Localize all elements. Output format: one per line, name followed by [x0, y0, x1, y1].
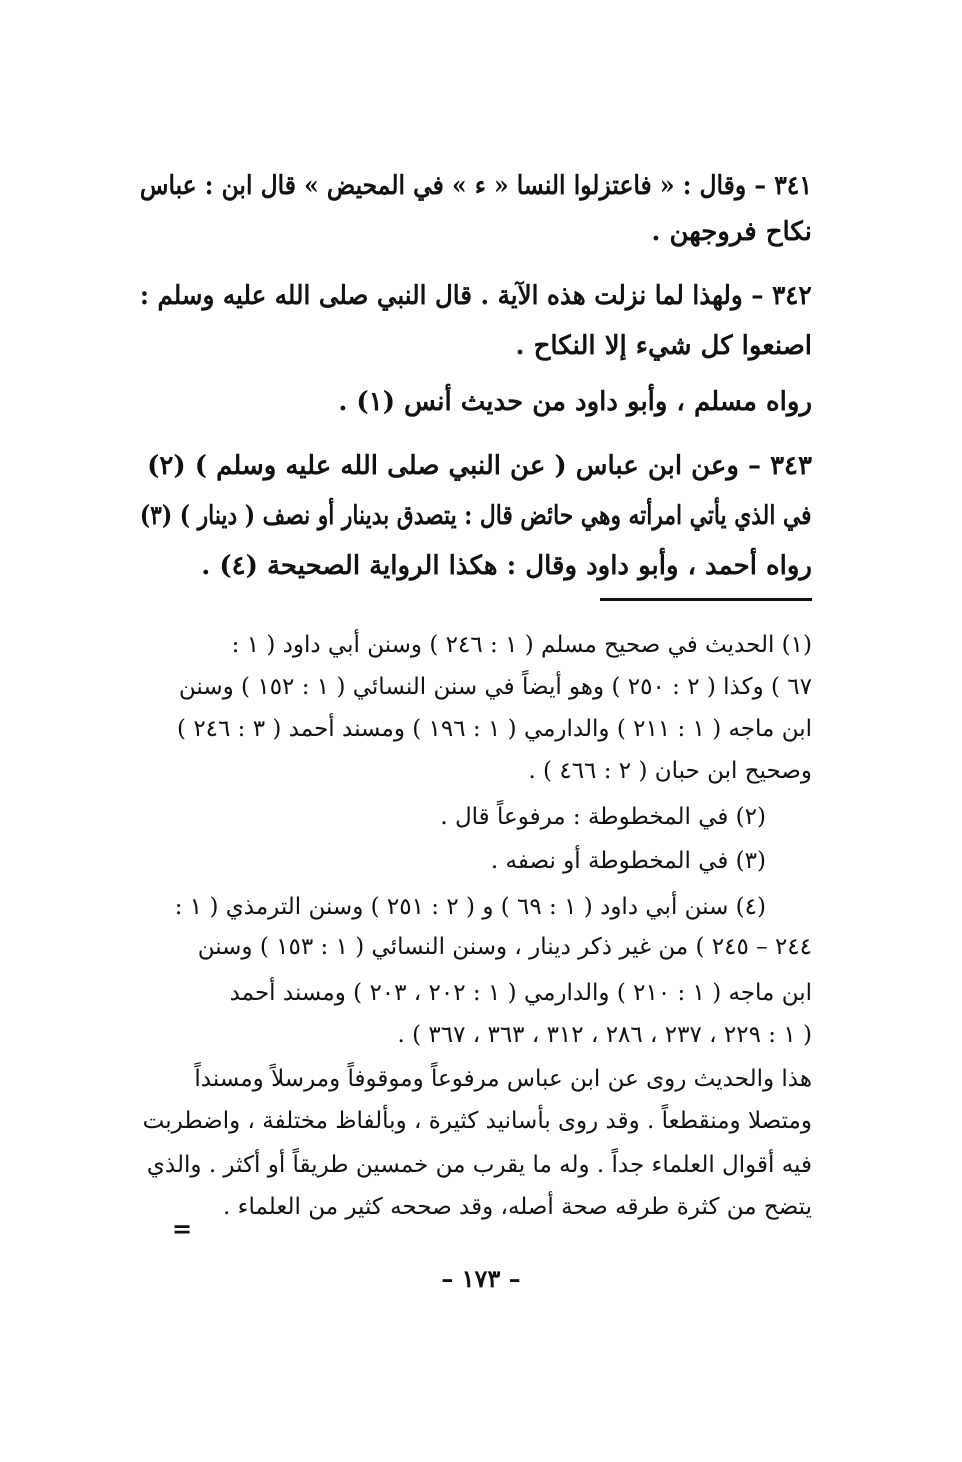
footnote-1-line-2: ٦٧ ) وكذا ( ٢ : ٢٥٠ ) وهو أيضاً في سنن النسائي ( ١ : ١٥٢ ) وسنن: [178, 674, 812, 700]
footnote-3: (٣) في المخطوطة أو نصفه .: [490, 848, 766, 874]
footnote-4-line-1: (٤) سنن أبي داود ( ١ : ٦٩ ) و ( ٢ : ٢٥١ ) وسنن الترمذي ( ١ :: [174, 894, 766, 920]
hadith-342-line-1: ٣٤٢ – ولهذا لما نزلت هذه الآية . قال النبي صلى الله عليه وسلم :: [140, 281, 812, 311]
footnote-1-line-3: ابن ماجه ( ١ : ٢١١ ) والدارمي ( ١ : ١٩٦ ) ومسند أحمد ( ٣ : ٢٤٦ ): [177, 716, 812, 742]
page-number: – ١٧٣ –: [441, 1264, 521, 1293]
footnote-4-line-4: ( ١ : ٢٢٩ ، ٢٣٧ ، ٢٨٦ ، ٣١٢ ، ٣٦٣ ، ٣٦٧ ) .: [397, 1022, 812, 1048]
hadith-343-line-2: في الذي يأتي امرأته وهي حائض قال : يتصدق بدينار أو نصف ( دينار ) (٣): [140, 501, 812, 531]
note-line-4: يتضح من كثرة طرقه صحة أصله، وقد صححه كثير من العلماء .: [223, 1194, 812, 1220]
footnote-1-line-1: (١) الحديث في صحيح مسلم ( ١ : ٢٤٦ ) وسنن أبي داود ( ١ :: [231, 632, 812, 658]
hadith-342-line-2: اصنعوا كل شيء إلا النكاح .: [515, 331, 812, 361]
hadith-341-line-2: نكاح فروجهن .: [651, 217, 812, 247]
footnote-4-line-2: ٢٤٤ – ٢٤٥ ) من غير ذكر دينار ، وسنن النسائي ( ١ : ١٥٣ ) وسنن: [197, 934, 812, 960]
note-line-2: ومتصلا ومنقطعاً . وقد روى بأسانيد كثيرة ، وبألفاظ مختلفة ، واضطربت: [142, 1108, 812, 1134]
footnote-2: (٢) في المخطوطة : مرفوعاً قال .: [440, 804, 766, 830]
note-line-3: فيه أقوال العلماء جداً . وله ما يقرب من خمسين طريقاً أو أكثر . والذي: [146, 1152, 812, 1178]
note-line-1: هذا والحديث روى عن ابن عباس مرفوعاً وموقوفاً ومرسلاً ومسنداً: [194, 1066, 812, 1092]
hadith-341-line-1: ٣٤١ – وقال : « فاعتزلوا النسا « ء » في المحيض » قال ابن : عباس: [139, 171, 812, 201]
end-mark: =: [172, 1214, 193, 1243]
footnote-4-line-3: ابن ماجه ( ١ : ٢١٠ ) والدارمي ( ١ : ٢٠٢ ، ٢٠٣ ) ومسند أحمد: [229, 980, 812, 1006]
hadith-343-line-1: ٣٤٣ – وعن ابن عباس ( عن النبي صلى الله عليه وسلم ) (٢): [147, 451, 812, 481]
hadith-342-line-3: رواه مسلم ، وأبو داود من حديث أنس (١) .: [338, 387, 812, 417]
hadith-343-line-3: رواه أحمد ، وأبو داود وقال : هكذا الرواية الصحيحة (٤) .: [201, 551, 812, 581]
footnote-separator: [600, 598, 812, 601]
footnote-1-line-4: وصحيح ابن حبان ( ٢ : ٤٦٦ ) .: [528, 758, 812, 784]
